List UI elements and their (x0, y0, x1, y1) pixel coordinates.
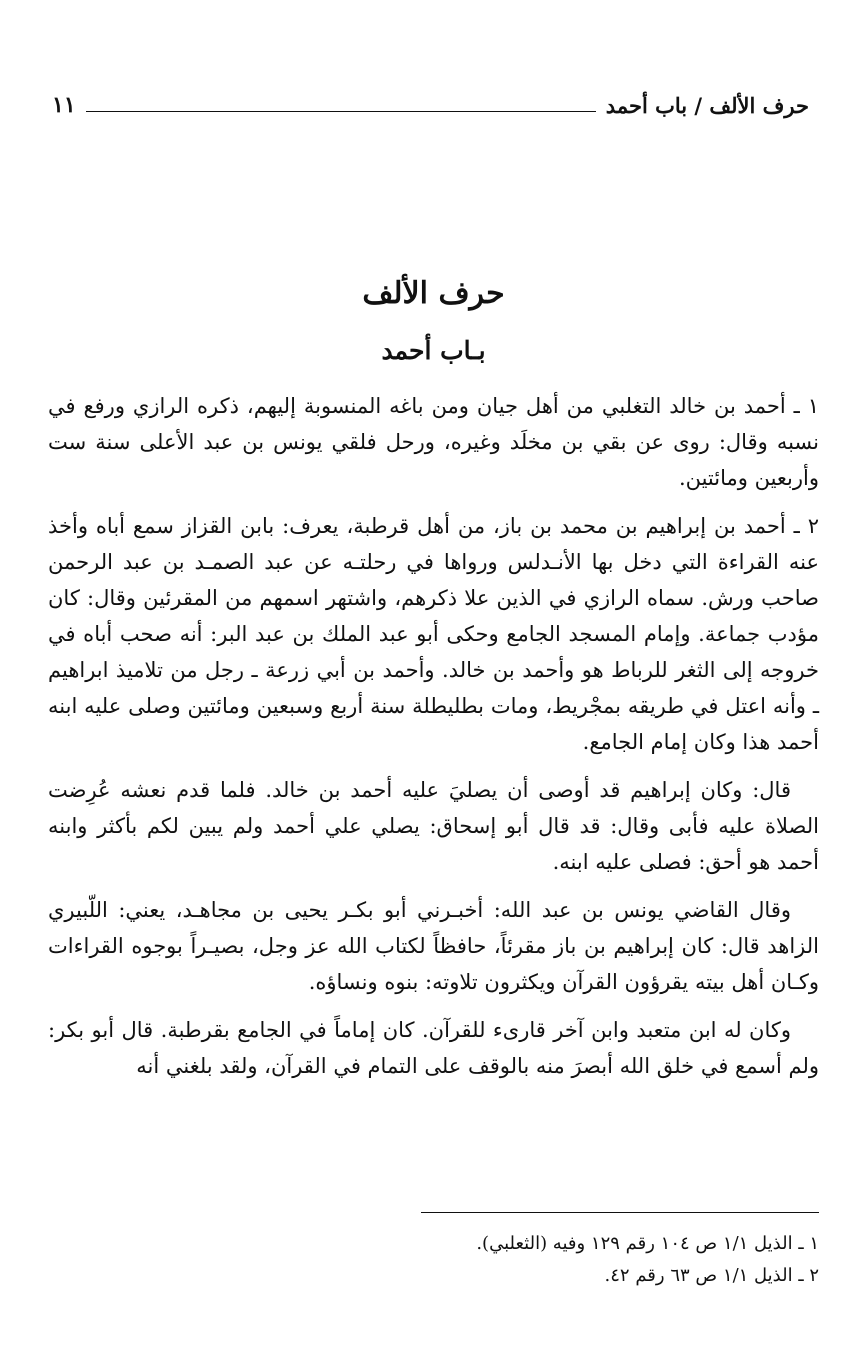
footnotes (48, 1228, 819, 1292)
page-number: ١١ (52, 92, 76, 118)
entry-paragraph-2: ٢ ـ أحمد بن إبراهيم بن محمد بن باز، من أهل قرطبة، يعرف: بابن القزاز سمع أباه وأخذ عنه القراءة التي دخل بها الأنـدلس ورواها في رحلتـه عن عبد الصمـد بن عبد الرحمن صاحب ورش. سماه الرازي في الذين علا ذكرهم، واشتهر اسمهم من المقرئين وقال: كان مؤدب جماعة. وإمام المسجد الجامع وحكى أبو عبد الملك بن عبد البر: أنه صحب أباه في خروجه إلى الثغر للرباط هو وأحمد بن خالد. وأحمد بن أبي زرعة ـ رجل من تلاميذ ابراهيم ـ وأنه اعتل في طريقه بمجْريط، ومات بطليطلة سنة أربع وسبعين ومائتين وصلى عليه ابنه أحمد هذا وكان إمام الجامع. (48, 514, 819, 754)
footnote-2: ٢ ـ الذيل ١/١ ص ٦٣ رقم ٤٢. (604, 1265, 819, 1286)
footnote-rule (421, 1212, 819, 1213)
body-text (48, 388, 819, 1096)
body-paragraph: وكان له ابن متعبد وابن آخر قارىء للقرآن. كان إماماً في الجامع بقرطبة. قال أبو بكر: ولم أسمع في خلق الله أبصرَ منه بالوقف على التمام في القرآن، ولقد بلغني أنه (48, 1018, 819, 1078)
body-paragraph: قال: وكان إبراهيم قد أوصى أن يصليَ عليه أحمد بن خالد. فلما قدم نعشه عُرِضت الصلاة عليه فأبى وقال: قد قال أبو إسحاق: يصلي علي أحمد ولم يبين لكم بأكثر وابنه أحمد هو أحق: فصلى عليه ابنه. (48, 778, 819, 874)
footnote-1: ١ ـ الذيل ١/١ ص ١٠٤ رقم ١٢٩ وفيه (الثعلبي). (476, 1233, 819, 1254)
running-title: حرف الألف / باب أحمد (605, 92, 809, 118)
section-title: بـاب أحمد (381, 336, 486, 365)
entry-paragraph-1: ١ ـ أحمد بن خالد التغلبي من أهل جيان ومن باغه المنسوبة إليهم، ذكره الرازي ورفع في نسبه وقال: روى عن بقي بن مخلَد وغيره، ورحل فلقي يونس بن عبد الأعلى سنة ست وأربعين ومائتين. (48, 394, 819, 490)
body-paragraph: وقال القاضي يونس بن عبد الله: أخبـرني أبو بكـر يحيى بن مجاهـد، يعني: اللّبيري الزاهد قال: كان إبراهيم بن باز مقرئاً، حافظاً لكتاب الله عز وجل، بصيـراً بوجوه القراءات وكـان أهل بيته يقرؤون القرآن ويكثرون تلاوته: بنوه ونساؤه. (48, 898, 819, 994)
header-rule (86, 111, 596, 112)
running-header (52, 88, 809, 122)
chapter-title: حرف الألف (362, 276, 505, 311)
